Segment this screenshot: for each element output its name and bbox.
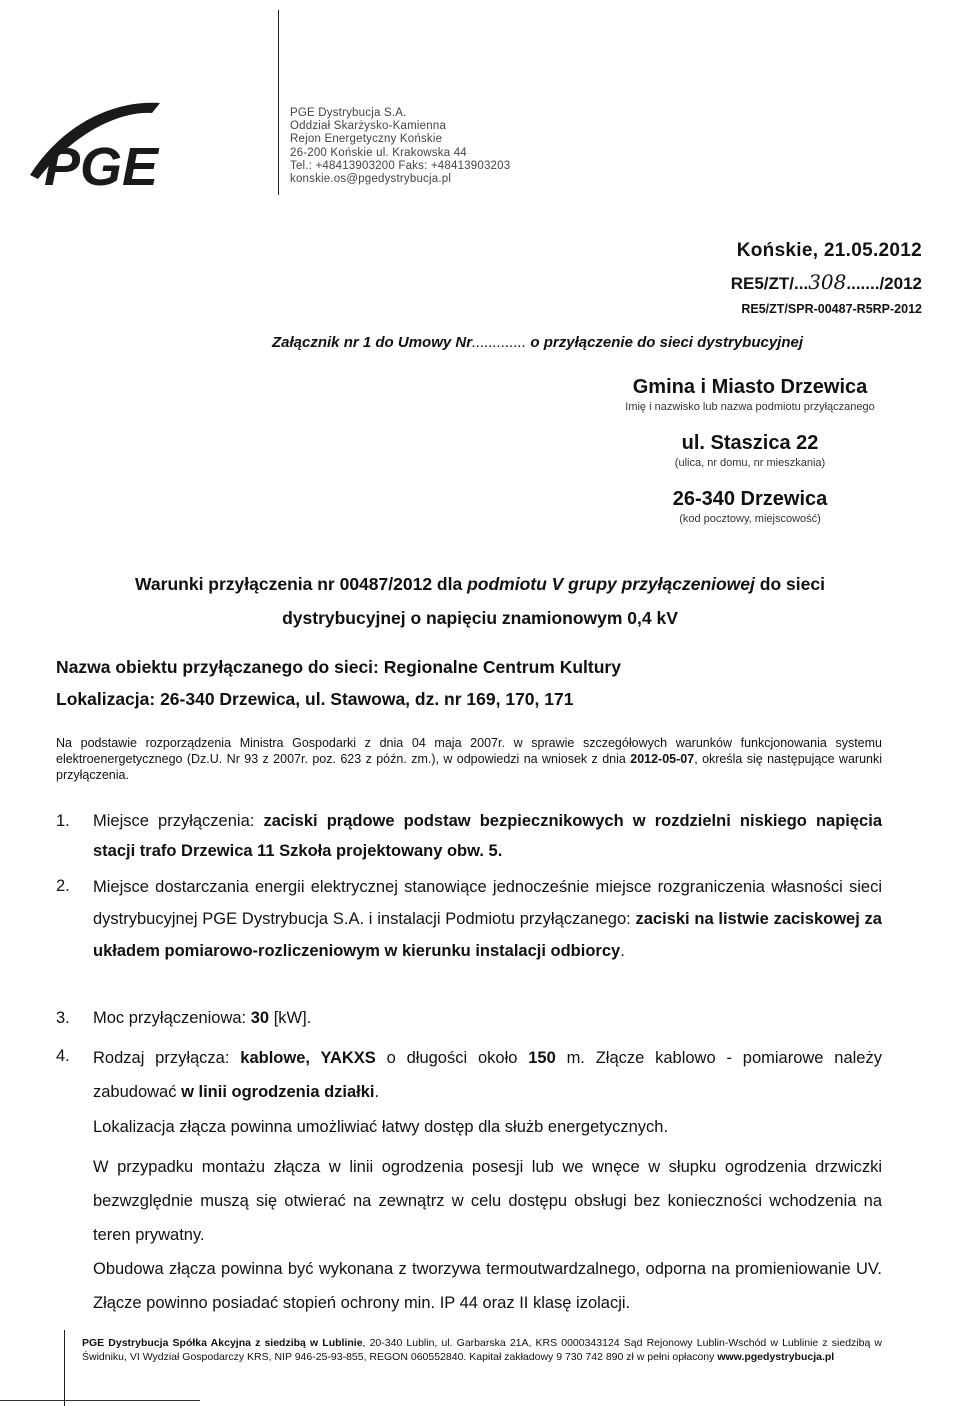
basis-text: Na podstawie rozporządzenia Ministra Gospodarki z dnia 04 maja 2007r. w sprawie szczegółowych warunków funkcjonowania systemu elektroenergetycznego (Dz.U. Nr 93 z 2007r. poz. 623 z późn. zm.), w odpowiedzi na wniosek z dnia — [56, 736, 882, 766]
recipient-city-label: (kod pocztowy, miejscowość) — [679, 513, 821, 525]
reference-number — [731, 270, 922, 294]
recipient-name-block — [585, 376, 915, 413]
annex-line — [272, 334, 803, 351]
sender-line: Rejon Energetyczny Końskie — [290, 133, 443, 146]
title-italic-part: podmiotu V grupy przyłączeniowej — [467, 574, 755, 594]
footer-company: PGE Dystrybucja Spółka Akcyjna z siedzibą w Lublinie — [82, 1337, 363, 1349]
title-part: Warunki przyłączenia nr 00487/2012 dla — [135, 574, 463, 594]
item-bold: 150 — [528, 1049, 556, 1067]
annex-right: o przyłączenie do sieci dystrybucyjnej — [530, 334, 804, 351]
ref-dots: ... — [794, 274, 809, 293]
item-bold: zaciski prądowe podstaw bezpiecznikowych w rozdzielni niskiego napięcia stacji trafo Drzewica 11 Szkoła projektowany obw. 5. — [93, 812, 882, 860]
logo-text: PGE — [44, 137, 159, 195]
sender-line: PGE Dystrybucja S.A. — [290, 107, 407, 119]
paragraph-mounting: W przypadku montażu złącza w linii ogrodzenia posesji lub we wnęce w słupku ogrodzenia drzwiczki bezwzględnie muszą się otwierać na zewnątrz w celu dostępu obsługi bez konieczności wchodzenia na teren prywatny. — [93, 1158, 882, 1244]
sender-line: 26-200 Końskie ul. Krakowska 44 — [290, 146, 467, 159]
footer-rule — [0, 1400, 200, 1401]
condition-item-2 — [56, 871, 882, 967]
sender-line: Tel.: +48413903200 Faks: +48413903203 — [290, 159, 511, 172]
ref-dots: ....... — [846, 274, 880, 293]
recipient-name: Gmina i Miasto Drzewica — [632, 376, 868, 398]
item-bold: kablowe, YAKXS — [240, 1049, 376, 1067]
title-part: do sieci — [759, 574, 825, 594]
item-number: 3. — [56, 1009, 70, 1027]
reference-full: RE5/ZT/SPR-00487-R5RP-2012 — [741, 302, 922, 316]
recipient-street: ul. Staszica 22 — [681, 432, 819, 454]
item-bold: zaciski na listwie zaciskowej za układem pomiarowo-rozliczeniowym w kierunku instalacji odbiorcy — [93, 910, 882, 960]
recipient-street-block — [585, 432, 915, 469]
ref-prefix: RE5/ZT/ — [730, 274, 795, 293]
item-text: . — [620, 942, 625, 960]
paragraph-housing: Obudowa złącza powinna być wykonana z tworzywa termoutwardzalnego, odporna na promieniowanie UV. Złącze powinno posiadać stopień ochrony min. IP 44 oraz II klasę izolacji. — [93, 1260, 882, 1312]
document-title — [36, 567, 924, 635]
recipient-city: 26-340 Drzewica — [672, 488, 828, 510]
item-text: Miejsce dostarczania energii elektrycznej stanowiące jednocześnie miejsce rozgraniczenia własności sieci dystrybucyjnej PGE Dystrybucja S.A. i instalacji Podmiotu przyłączanego: — [93, 878, 882, 928]
footer-text: , 20-340 Lublin, ul. Garbarska 21A, KRS 0000343124 Sąd Rejonowy Lublin-Wschód w Lublinie z siedzibą w Świdniku, VI Wydział Gospodarczy KRS, NIP 946-25-93-855, REGON 060552840. Kapitał zakładowy 9 730 742 890 zł w pełni opłacony — [82, 1337, 882, 1363]
legal-basis — [56, 735, 882, 783]
item-text: m. Złącze kablowo - pomiarowe należy zabudować — [93, 1049, 882, 1101]
object-location: Lokalizacja: 26-340 Drzewica, ul. Stawowa, dz. nr 169, 170, 171 — [56, 689, 574, 709]
condition-item-4 — [56, 1041, 882, 1109]
header-divider-line — [278, 10, 279, 195]
pge-logo — [22, 75, 207, 195]
item-text: o długości około — [386, 1049, 518, 1067]
sender-address — [290, 107, 510, 186]
footer-divider-line — [64, 1330, 65, 1406]
condition-item-3 — [56, 1003, 882, 1033]
annex-dots: ............. — [472, 334, 527, 351]
recipient-name-label: Imię i nazwisko lub nazwa podmiotu przyłączanego — [625, 401, 875, 413]
ref-suffix: /2012 — [879, 274, 922, 293]
title-line-2: dystrybucyjnej o napięciu znamionowym 0,4 kV — [282, 608, 678, 628]
sender-line: konskie.os@pgedystrybucja.pl — [290, 173, 452, 186]
item-bold: w linii ogrodzenia działki — [181, 1083, 375, 1101]
recipient-city-block — [585, 488, 915, 525]
item-text: Rodzaj przyłącza: — [93, 1049, 230, 1067]
item-number: 1. — [56, 812, 70, 830]
document-date: Końskie, 21.05.2012 — [736, 240, 922, 261]
item-text: [kW]. — [273, 1009, 312, 1027]
condition-item-1 — [56, 806, 882, 866]
sender-line: Oddział Skarżysko-Kamienna — [290, 120, 447, 133]
item-number: 2. — [56, 877, 70, 895]
paragraph-access: Lokalizacja złącza powinna umożliwiać łatwy dostęp dla służb energetycznych. — [93, 1118, 669, 1136]
annex-left: Załącznik nr 1 do Umowy Nr — [272, 334, 473, 351]
item-bold: 30 — [250, 1009, 270, 1027]
item-text: Moc przyłączeniowa: — [93, 1009, 247, 1027]
recipient-street-label: (ulica, nr domu, nr mieszkania) — [674, 457, 826, 469]
basis-text: , określa się następujące warunki przyłączenia. — [56, 752, 883, 782]
item-number: 4. — [56, 1047, 70, 1065]
title-line-1 — [36, 567, 924, 601]
company-footer — [82, 1336, 882, 1364]
item-text: Miejsce przyłączenia: — [93, 812, 255, 830]
item-text: . — [374, 1083, 380, 1101]
ref-handwritten-number: 308 — [808, 270, 847, 294]
object-name: Nazwa obiektu przyłączanego do sieci: Regionalne Centrum Kultury — [56, 657, 621, 677]
footer-website-link[interactable]: www.pgedystrybucja.pl — [717, 1351, 835, 1363]
basis-date: 2012-05-07 — [630, 752, 695, 766]
